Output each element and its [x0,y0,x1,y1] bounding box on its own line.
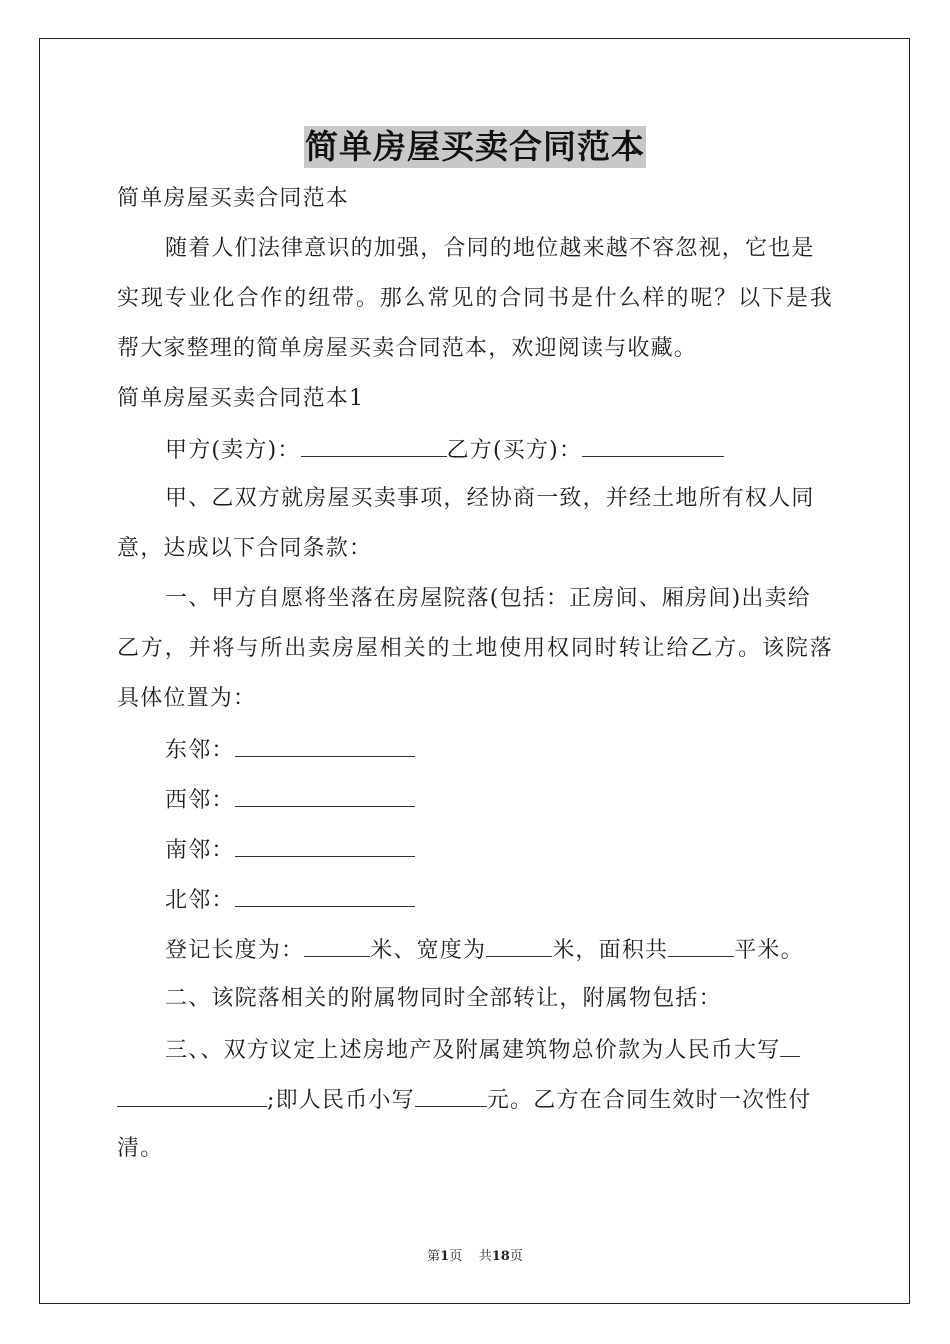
neighbor-east-label: 东邻： [165,738,235,763]
document-title: 简单房屋买卖合同范本 [305,127,645,166]
neighbor-west-label: 西邻： [165,788,235,813]
clause2-line: 二、该院落相关的附属物同时全部转让，附属物包括： [165,986,722,1011]
buyer-blank [582,434,724,457]
page-number: 1 [440,1249,450,1264]
width-blank [486,934,552,957]
neighbor-south-label: 南邻： [165,838,235,863]
parties-line [165,434,724,466]
neighbor-east-blank [235,734,415,757]
title-container [0,126,950,168]
clause3-line-1 [165,1034,800,1066]
clause3-line-2 [117,1084,812,1116]
agreement-line-1: 甲、乙双方就房屋买卖事项，经协商一致，并经土地所有权人同 [165,486,815,511]
seller-label: 甲方(卖方)： [165,438,301,463]
neighbor-north-label: 北邻： [165,888,235,913]
neighbor-south [165,834,415,866]
registration-part2: 米、宽度为 [370,938,487,963]
clause3-text-2b: 元。乙方在合同生效时一次性付 [486,1088,812,1113]
total-suffix: 页 [509,1249,523,1264]
document-subtitle: 简单房屋买卖合同范本 [117,186,350,211]
clause3-line-3: 清。 [117,1136,164,1161]
neighbor-east [165,734,415,766]
neighbor-north-blank [235,884,415,907]
neighbor-south-blank [235,834,415,857]
price-figures-blank [415,1084,487,1107]
total-pages: 18 [491,1249,510,1264]
page-prefix: 第 [427,1249,441,1264]
buyer-label: 乙方(买方)： [446,438,583,463]
length-blank [304,934,370,957]
neighbor-west-blank [235,784,415,807]
intro-line-2: 实现专业化合作的纽带。那么常见的合同书是什么样的呢？以下是我 [117,286,833,311]
registration-line [165,934,804,966]
registration-part4: 平米。 [734,938,804,963]
intro-line-1: 随着人们法律意识的加强，合同的地位越来越不容忽视，它也是 [165,236,815,261]
clause1-line-2: 乙方，并将与所出卖房屋相关的土地使用权同时转让给乙方。该院落 [117,636,833,661]
total-prefix: 共 [478,1249,492,1264]
registration-part1: 登记长度为： [165,938,305,963]
clause1-line-3: 具体位置为： [117,686,257,711]
price-words-blank-start [780,1034,800,1057]
neighbor-west [165,784,415,816]
neighbor-north [165,884,415,916]
seller-blank [301,434,447,457]
intro-line-3: 帮大家整理的简单房屋买卖合同范本，欢迎阅读与收藏。 [117,336,698,361]
registration-part3: 米，面积共 [552,938,669,963]
section-heading: 简单房屋买卖合同范本1 [117,386,365,411]
price-words-blank [117,1084,267,1107]
page-footer [0,1248,950,1266]
clause3-text-1: 三、、双方议定上述房地产及附属建筑物总价款为人民币大写 [165,1038,781,1063]
agreement-line-2: 意，达成以下合同条款： [117,536,373,561]
area-blank [668,934,734,957]
clause1-line-1: 一、甲方自愿将坐落在房屋院落(包括：正房间、厢房间)出卖给 [165,586,811,611]
page-suffix: 页 [449,1249,463,1264]
clause3-text-2a: ;即人民币小写 [267,1088,415,1113]
